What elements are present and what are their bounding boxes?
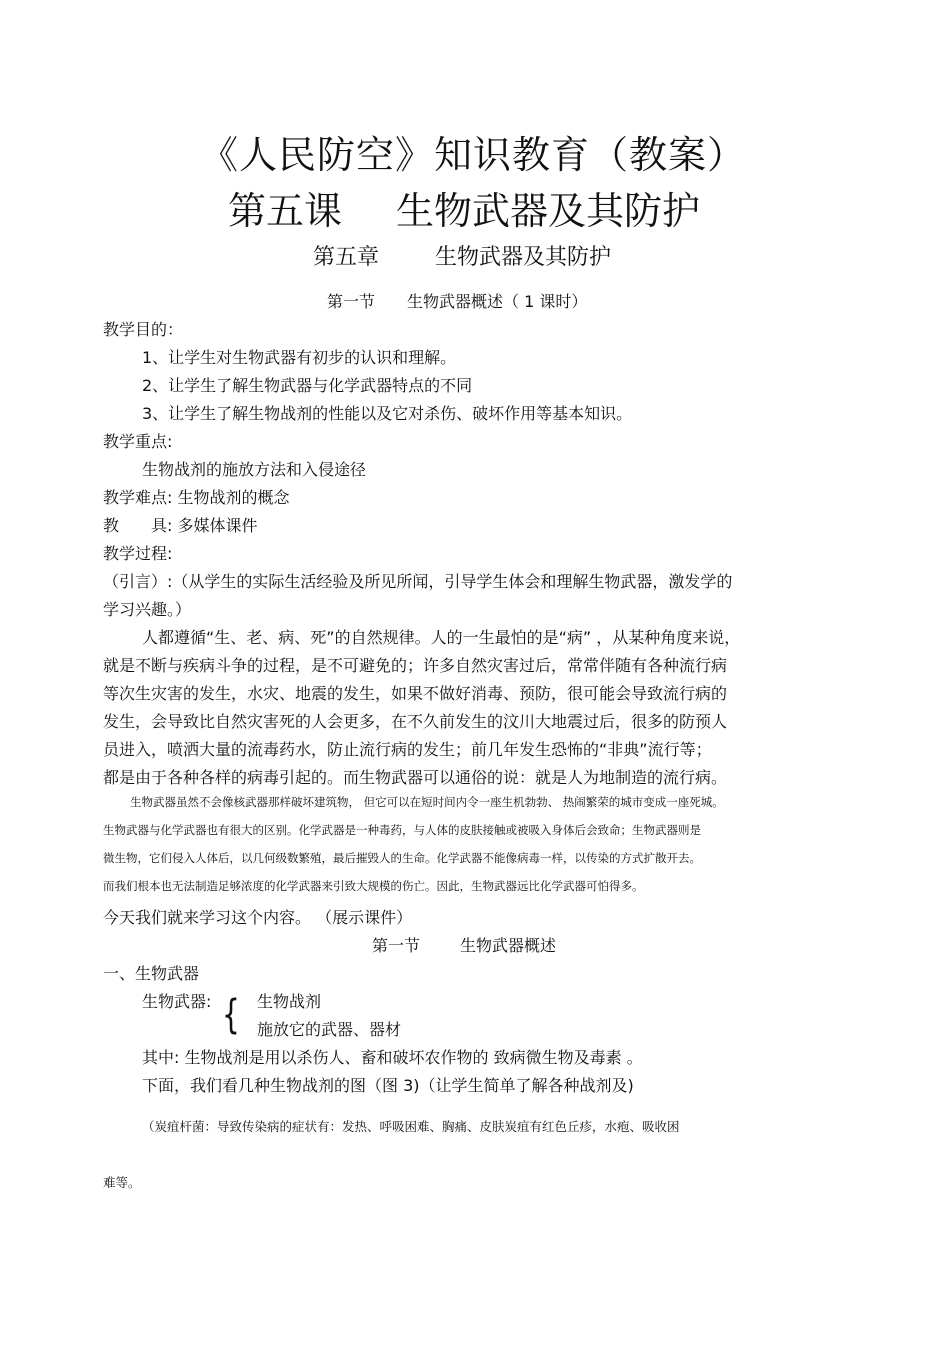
paragraph-line: 员进入，喷洒大量的流毒药水，防止流行病的发生；前几年发生恐怖的“非典”流行等； [103, 740, 712, 759]
intro-line: 学习兴趣。） [103, 600, 192, 619]
section2-number: 第一节 [372, 936, 421, 955]
bw-item: 生物战剂 [257, 992, 322, 1011]
focus-text: 生物战剂的施放方法和入侵途径 [142, 460, 367, 479]
section-topic: 生物武器概述（ 1 课时） [407, 292, 588, 311]
anthrax-end: 难等。 [103, 1175, 141, 1190]
section2-topic: 生物武器概述 [460, 936, 557, 955]
intro-line: （引言）:（从学生的实际生活经验及所见所闻，引导学生体会和理解生物武器，激发学的 [103, 572, 733, 591]
small-print-line: 而我们根本也无法制造足够浓度的化学武器来引致大规模的伤亡。因此，生物武器远比化学武器可怕得多。 [103, 879, 644, 893]
chapter-number: 第五章 [313, 245, 380, 270]
tools-value: 具: 多媒体课件 [151, 516, 258, 535]
chapter-title [313, 240, 611, 271]
section-number: 第一节 [327, 292, 376, 311]
paragraph-line: 就是不断与疾病斗争的过程，是不可避免的；许多自然灾害过后，常常伴随有各种流行病 [103, 656, 728, 675]
lesson-number: 第五课 [228, 189, 343, 233]
document-title: 《人民防空》知识教育（教案） [200, 133, 747, 177]
objective-item: 1、让学生对生物武器有初步的认识和理解。 [142, 348, 457, 367]
among-line: 其中: 生物战剂是用以杀伤人、畜和破坏农作物的 致病微生物及毒素 。 [142, 1048, 643, 1067]
tools-label: 教 [103, 516, 120, 535]
lesson-topic: 生物武器及其防护 [396, 189, 701, 233]
tools-line [103, 513, 258, 536]
paragraph-line: 都是由于各种各样的病毒引起的。而生物武器可以通俗的说：就是人为地制造的流行病。 [103, 768, 728, 787]
brace-symbol: { [222, 992, 240, 1038]
chapter-topic: 生物武器及其防护 [435, 245, 612, 270]
bw-item: 施放它的武器、器材 [257, 1020, 402, 1039]
anthrax-line: （炭疽杆菌：导致传染病的症状有：发热、呼吸困难、胸痛、皮肤炭疽有红色丘疹，水疱、吸收困 [142, 1119, 680, 1134]
small-print-line: 生物武器与化学武器也有很大的区别。化学武器是一种毒药，与人体的皮肤接触或被吸入身体后会致命；生物武器则是 [103, 823, 701, 837]
paragraph-line: 人都遵循“生、老、病、死”的自然规律。人的一生最怕的是“病” ，从某种角度来说， [142, 628, 741, 647]
section-title [327, 289, 587, 312]
process-heading: 教学过程: [103, 544, 173, 563]
today-line: 今天我们就来学习这个内容。 （展示课件） [103, 908, 413, 927]
next-line: 下面，我们看几种生物战剂的图（图 3)（让学生简单了解各种战剂及) [142, 1076, 634, 1095]
focus-heading: 教学重点: [103, 432, 173, 451]
paragraph-line: 发生，会导致比自然灾害死的人会更多，在不久前发生的汶川大地震过后，很多的防预人 [103, 712, 728, 731]
bw-label: 生物武器: [142, 992, 212, 1011]
lesson-title [228, 180, 700, 235]
paragraph-line: 等次生灾害的发生，水灾、地震的发生，如果不做好消毒、预防，很可能会导致流行病的 [103, 684, 728, 703]
objective-item: 2、让学生了解生物武器与化学武器特点的不同 [142, 376, 473, 395]
small-print-line: 微生物，它们侵入人体后，以几何级数繁殖，最后摧毁人的生命。化学武器不能像病毒一样，以传染的方式扩散开去。 [103, 851, 701, 865]
difficulty-line: 教学难点: 生物战剂的概念 [103, 488, 290, 507]
objective-item: 3、让学生了解生物战剂的性能以及它对杀伤、破坏作用等基本知识。 [142, 404, 633, 423]
section2-title [372, 933, 556, 956]
objectives-heading: 教学目的： [103, 320, 184, 339]
part1-heading: 一、生物武器 [103, 964, 200, 983]
small-print-line: 生物武器虽然不会像核武器那样破坏建筑物， 但它可以在短时间内令一座生机勃勃、 热闹繁荣的城市变成一座死城。 [130, 795, 724, 809]
